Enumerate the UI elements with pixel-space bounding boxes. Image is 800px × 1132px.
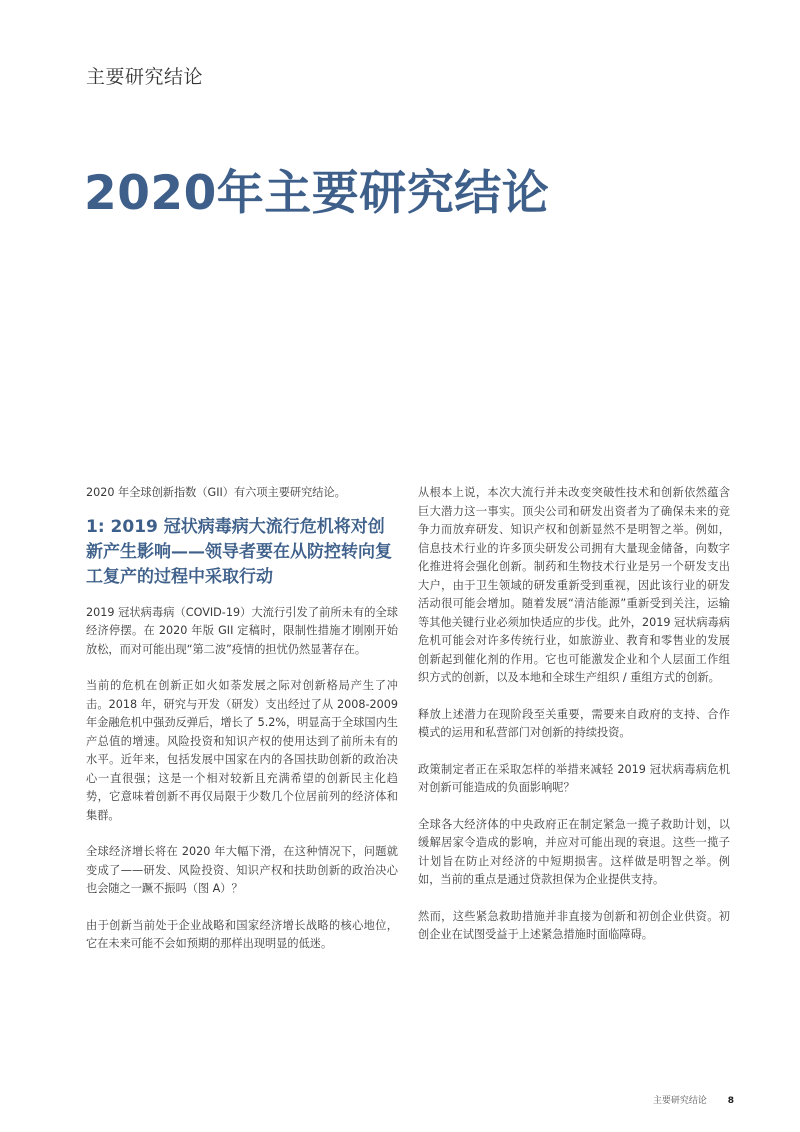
left-column (86, 484, 398, 972)
page-number: 8 (727, 1096, 734, 1106)
paragraph: 从根本上说，本次大流行并未改变突破性技术和创新依然蕴含巨大潜力这一事实。顶尖公司和研发出资者为了确保未来的竞争力而放弃研发、知识产权和创新显然不是明智之举。例如，信息技术行业的许多顶尖研发公司拥有大量现金储备，向数字化推进将会强化创新。制药和生物技术行业是另一个研发支出大户，由于卫生领域的研发重新受到重视，因此该行业的研发活动很可能会增加。随着发展“清洁能源”重新受到关注，运输等其他关键行业必须加快适应的步伐。此外，2019 冠状病毒病危机可能会对许多传统行业，如旅游业、教育和零售业的发展创新起到催化剂的作用。它也可能激发企业和个人层面工作组织方式的创新，以及本地和全球生产组织 / 重组方式的创新。 (418, 486, 730, 684)
paragraph: 当前的危机在创新正如火如荼发展之际对创新格局产生了冲击。2018 年，研究与开发（研发）支出经过了从 2008-2009 年金融危机中强劲反弹后，增长了 5.2%，明显高于全球国内生产总值的增速。风险投资和知识产权的使用达到了前所未有的水平。近年来，包括发展中国家在内的各国扶助创新的政治决心一直很强；这是一个相对较新且充满希望的创新民主化趋势，它意味着创新不再仅局限于少数几个位居前列的经济体和集群。 (86, 679, 398, 822)
paragraph: 然而，这些紧急救助措施并非直接为创新和初创企业供资。初创企业在试图受益于上述紧急措施时面临障碍。 (418, 909, 730, 941)
footer-section-label: 主要研究结论 (652, 1096, 707, 1106)
intro-text: 2020 年全球创新指数（GII）有六项主要研究结论。 (86, 486, 346, 499)
paragraph: 全球各大经济体的中央政府正在制定紧急一揽子救助计划，以缓解居家令造成的影响，并应对可能出现的衰退。这些一揽子计划旨在防止对经济的中短期损害。这样做是明智之举。例如，当前的重点是通过贷款担保为企业提供支持。 (418, 817, 730, 886)
running-header: 主要研究结论 (86, 66, 204, 88)
right-column (418, 484, 730, 963)
paragraph: 2019 冠状病毒病（COVID-19）大流行引发了前所未有的全球经济停摆。在 2020 年版 GII 定稿时，限制性措施才刚刚开始放松，而对可能出现“第二波”疫情的担忧仍然显著存在。 (86, 605, 398, 656)
section-heading: 1: 2019 冠状病毒病大流行危机将对创新产生影响——领导者要在从防控转向复工复产的过程中采取行动 (86, 516, 392, 587)
paragraph: 释放上述潜力在现阶段至关重要，需要来自政府的支持、合作模式的运用和私营部门对创新的持续投资。 (418, 707, 730, 739)
paragraph: 由于创新当前处于企业战略和国家经济增长战略的核心地位，它在未来可能不会如预期的那样出现明显的低迷。 (86, 918, 398, 950)
paragraph: 全球经济增长将在 2020 年大幅下滑，在这种情况下，问题就变成了——研发、风险投资、知识产权和扶助创新的政治决心也会随之一蹶不振吗（图 A）？ (86, 845, 398, 895)
page-title: 2020年主要研究结论 (84, 166, 550, 221)
paragraph: 政策制定者正在采取怎样的举措来减轻 2019 冠状病毒病危机对创新可能造成的负面影响呢？ (418, 762, 730, 794)
page-footer (653, 1093, 734, 1106)
